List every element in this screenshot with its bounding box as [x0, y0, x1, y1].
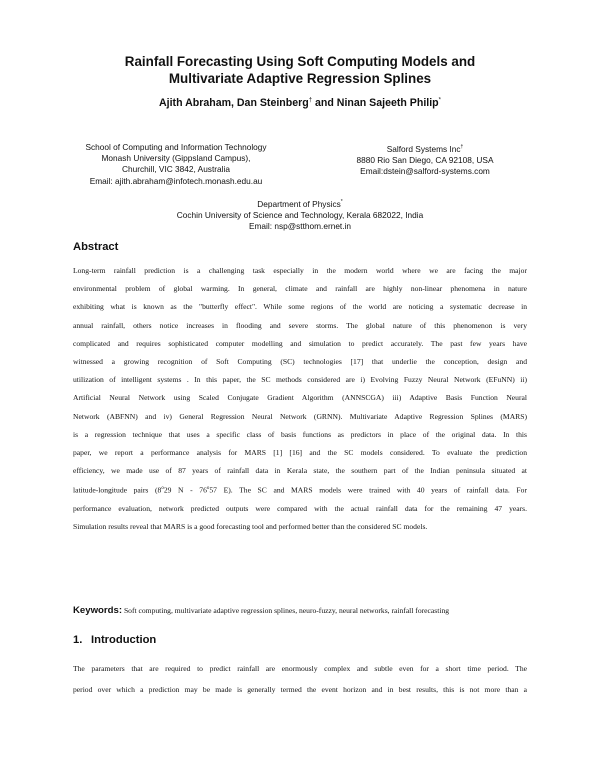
title-line: Multivariate Adaptive Regression Splines	[168, 70, 432, 86]
affiliation-mark: †	[460, 144, 464, 150]
affiliation-line: 8880 Rio San Diego, CA 92108, USA	[356, 154, 494, 165]
abstract-line-latlong: latitude-longitude pairs (8$^o$29 N - 76$^o$57 E). The SC and MARS models were trained with 40 years of rainfall data. For	[73, 485, 527, 495]
abstract-line: annual rainfall, others notice increases in flooding and severe storms. The global nature of this phenomenon is very	[73, 320, 527, 330]
affiliation-line: School of Computing and Information Technology	[85, 142, 267, 152]
degree-mark: o	[206, 486, 210, 492]
degree-mark: o	[161, 486, 164, 492]
affiliation-line: Salford Systems Inc†	[386, 143, 464, 154]
keywords-text: Soft computing, multivariate adaptive regression splines, neuro-fuzzy, neural networks, rainfall forecasting	[122, 606, 450, 615]
author-names: Ajith Abraham, Dan Steinberg	[159, 97, 309, 109]
abstract-line: is a regression technique that uses a specific class of basis functions as predictors in place of the original data. In this	[73, 429, 527, 439]
abstract-line: utilization of intelligent systems . In this paper, the SC methods considered are i) Evolving Fuzzy Neural Network (EFuNN) ii)	[73, 375, 527, 385]
abstract-line: environmental problem of global warming. In general, climate and rainfall are highly non-linear phenomena in nature	[73, 284, 527, 294]
affiliation-email: Email:dstein@salford-systems.com	[360, 166, 490, 177]
affiliation-cochin	[100, 197, 500, 232]
abstract-body	[73, 262, 527, 537]
affiliation-mark: †	[308, 97, 313, 104]
abstract-line: exhibiting what is known as the "butterfly effect". While some regions of the world are noticing a systematic decrease in	[73, 302, 527, 312]
abstract-line: paper, we report a performance analysis for MARS [1] [16] and the SC models considered. To evaluate the prediction	[73, 448, 527, 458]
paper-title	[0, 54, 600, 87]
intro-line: The parameters that are required to predict rainfall are enormously complex and subtle even for a short time period. The	[73, 664, 527, 673]
keywords-label: Keywords:	[73, 605, 123, 616]
abstract-line: witnessed a growing recognition of Soft Computing (SC) technologies [17] that underlie the conception, design and	[73, 357, 527, 367]
affiliation-line: Department of Physics*	[257, 198, 343, 209]
introduction-body	[73, 659, 527, 700]
abstract-heading: Abstract	[73, 241, 119, 253]
section-title: Introduction	[91, 634, 157, 646]
affiliation-line: Monash University (Gippsland Campus),	[101, 153, 251, 164]
affiliation-monash	[60, 142, 292, 187]
affiliation-mark: *	[340, 199, 343, 205]
abstract-line: performance evaluation, network predicted outputs were compared with the actual rainfall data for the remaining 47 years.	[73, 504, 527, 514]
affiliation-mark: *	[438, 97, 441, 104]
abstract-line: Simulation results reveal that MARS is a good forecasting tool and performed better than the considered SC models.	[73, 522, 428, 532]
author-names: and Ninan Sajeeth Philip	[312, 97, 439, 109]
affiliation-salford	[330, 142, 520, 177]
affiliation-line: Churchill, VIC 3842, Australia	[122, 164, 230, 175]
abstract-line: efficiency, we made use of 87 years of rainfall data in Kerala state, the southern part of the Indian peninsula situated at	[73, 466, 527, 476]
author-list	[0, 97, 600, 109]
abstract-line: Network (ABFNN) and iv) General Regression Neural Network (GRNN). Multivariate Adaptive Regression Splines (MARS)	[73, 411, 527, 421]
section-number: 1.	[73, 634, 83, 646]
abstract-line: Artificial Neural Network using Scaled Conjugate Gradient Algorithm (ANNSCGA) iii) Adaptive Basis Function Neural	[73, 393, 527, 403]
affiliation-email: Email: nsp@stthom.ernet.in	[248, 221, 352, 232]
abstract-line: Long-term rainfall prediction is a challenging task especially in the modern world where we are facing the major	[73, 266, 527, 275]
keywords	[73, 605, 533, 616]
intro-line: period over which a prediction may be made is generally termed the event horizon and in best results, this is not more than a	[73, 684, 527, 694]
affiliation-email: Email: ajith.abraham@infotech.monash.edu.au	[89, 175, 263, 186]
title-line: Rainfall Forecasting Using Soft Computing Models and	[124, 54, 476, 69]
affiliation-line: Cochin University of Science and Technology, Kerala 682022, India	[176, 209, 424, 220]
abstract-line: complicated and requires sophisticated computer modelling and simulation to predict accurately. The past few years have	[73, 338, 527, 348]
introduction-heading	[73, 634, 156, 646]
